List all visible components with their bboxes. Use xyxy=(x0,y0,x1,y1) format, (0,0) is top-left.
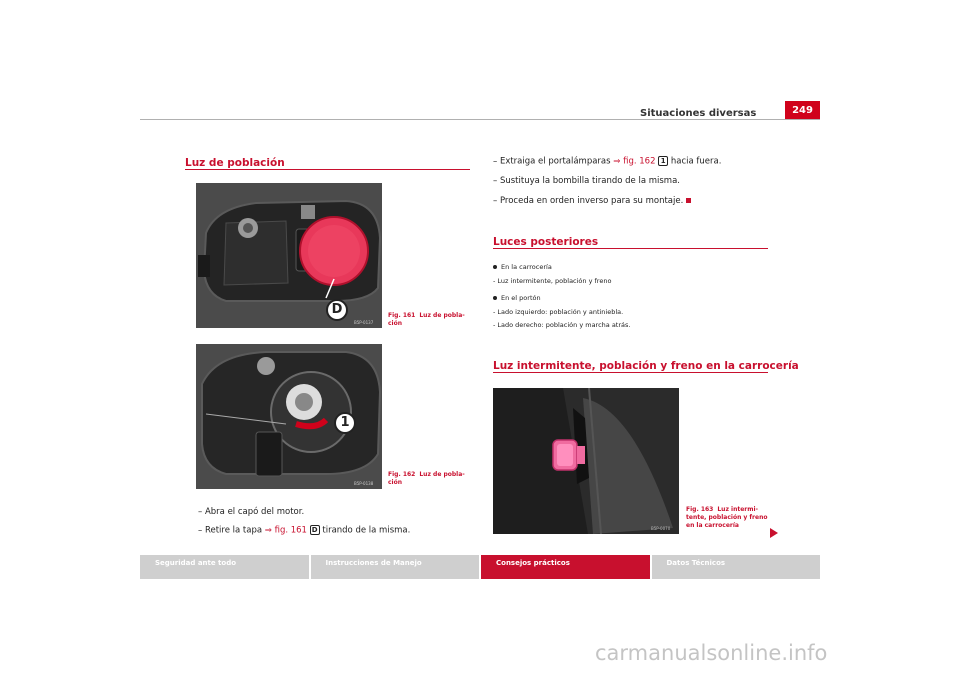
step-text: – Proceda en orden inverso para su montaje. xyxy=(493,196,684,206)
step-text: hacia fuera. xyxy=(668,156,722,167)
step-replace-bulb: – Sustituya la bombilla tirando de la misma. xyxy=(493,176,680,186)
tab-seguridad[interactable]: Seguridad ante todo xyxy=(140,555,309,579)
caption-text-cont: en la carrocería xyxy=(686,522,739,529)
footer-nav xyxy=(140,555,820,579)
section-title-luces-posteriores: Luces posteriores xyxy=(493,236,599,248)
step-text: – Extraiga el portalámparas xyxy=(493,156,614,167)
section-underline xyxy=(493,248,768,249)
caption-number: Fig. 162 xyxy=(388,471,416,478)
header-divider xyxy=(140,119,820,120)
tab-instrucciones[interactable]: Instrucciones de Manejo xyxy=(311,555,480,579)
sub-item: - Lado derecho: población y marcha atrás. xyxy=(493,321,631,329)
sub-item: - Lado izquierdo: población y antiniebla. xyxy=(493,308,624,316)
bullet-icon xyxy=(493,296,497,300)
step-open-hood: – Abra el capó del motor. xyxy=(198,507,305,517)
bullet-carroceria xyxy=(493,263,552,271)
bullet-text: En la carrocería xyxy=(501,263,552,271)
figure-161-headlight-cover xyxy=(196,183,382,328)
caption-fig-161 xyxy=(388,312,468,328)
step-remove-cover xyxy=(198,525,410,536)
section-title-luz-poblacion: Luz de población xyxy=(185,157,285,169)
bullet-icon xyxy=(493,265,497,269)
caption-fig-162 xyxy=(388,471,468,487)
caption-text-cont: tente, población y freno xyxy=(686,514,768,521)
sub-item: - Luz intermitente, población y freno xyxy=(493,277,612,285)
callout-1: 1 xyxy=(334,412,356,434)
figure-162-bulb-holder xyxy=(196,344,382,489)
callout-d: D xyxy=(326,299,348,321)
step-extract-holder xyxy=(493,156,721,167)
end-of-section-mark xyxy=(686,198,691,203)
figure-code: B5P-0070 xyxy=(651,526,671,531)
caption-text: Luz de pobla- xyxy=(419,471,465,478)
tab-consejos[interactable]: Consejos prácticos xyxy=(481,555,650,579)
caption-fig-163 xyxy=(686,506,770,530)
callout-badge-1: 1 xyxy=(658,156,668,166)
tab-datos-tecnicos[interactable]: Datos Técnicos xyxy=(652,555,821,579)
caption-text-cont: ción xyxy=(388,479,403,486)
caption-text-cont: ción xyxy=(388,320,403,327)
step-reassemble xyxy=(493,196,691,206)
section-title-luz-intermitente: Luz intermitente, población y freno en la carrocería xyxy=(493,360,799,372)
callout-badge-d: D xyxy=(310,525,320,535)
step-text: tirando de la misma. xyxy=(319,525,411,536)
next-page-arrow-icon[interactable] xyxy=(770,528,778,538)
page-number: 249 xyxy=(785,101,820,120)
bullet-porton xyxy=(493,294,541,302)
caption-number: Fig. 163 xyxy=(686,506,714,513)
section-underline xyxy=(185,169,470,170)
fig-161-link[interactable]: ⇒ fig. 161 xyxy=(264,525,307,536)
caption-text: Luz intermi- xyxy=(717,506,759,513)
watermark: carmanualsonline.info xyxy=(595,641,828,665)
figure-code: B5P-0137 xyxy=(354,320,374,325)
section-underline xyxy=(493,372,768,373)
caption-text: Luz de pobla- xyxy=(419,312,465,319)
running-header: Situaciones diversas xyxy=(640,108,757,119)
figure-163-body-light xyxy=(493,388,679,534)
step-text: – Retire la tapa xyxy=(198,525,265,536)
figure-code: B5P-0138 xyxy=(354,481,374,486)
fig-162-link[interactable]: ⇒ fig. 162 xyxy=(613,156,656,167)
bullet-text: En el portón xyxy=(501,294,541,302)
caption-number: Fig. 161 xyxy=(388,312,416,319)
